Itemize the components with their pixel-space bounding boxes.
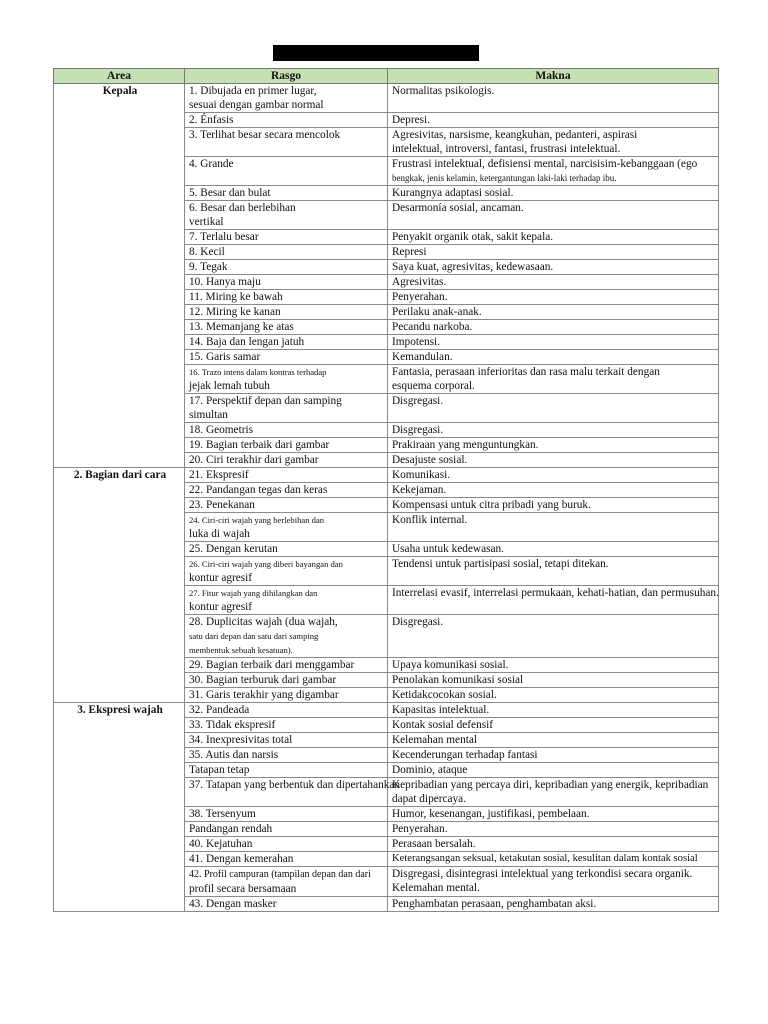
makna-cell: Kecenderungan terhadap fantasi: [388, 748, 719, 763]
makna-cell: Prakiraan yang menguntungkan.: [388, 438, 719, 453]
makna-cell: Perilaku anak-anak.: [388, 305, 719, 320]
rasgo-cell: 8. Kecil: [185, 245, 388, 260]
rasgo-cell: 12. Miring ke kanan: [185, 305, 388, 320]
rasgo-cell: 31. Garis terakhir yang digambar: [185, 688, 388, 703]
rasgo-cell: 30. Bagian terburuk dari gambar: [185, 673, 388, 688]
makna-cell: Depresi.: [388, 113, 719, 128]
makna-cell: Penyerahan.: [388, 290, 719, 305]
rasgo-cell: 20. Ciri terakhir dari gambar: [185, 453, 388, 468]
rasgo-cell: Tatapan tetap: [185, 763, 388, 778]
rasgo-cell: 42. Profil campuran (tampilan depan dan dari profil secara bersamaan: [185, 867, 388, 897]
makna-cell: Perasaan bersalah.: [388, 837, 719, 852]
rasgo-cell: 40. Kejatuhan: [185, 837, 388, 852]
column-header-rasgo: Rasgo: [185, 69, 388, 84]
makna-cell: Penyerahan.: [388, 822, 719, 837]
makna-cell: Kekejaman.: [388, 483, 719, 498]
rasgo-cell: 26. Ciri-ciri wajah yang diberi bayangan dan kontur agresif: [185, 557, 388, 586]
rasgo-cell: 24. Ciri-ciri wajah yang berlebihan dan luka di wajah: [185, 513, 388, 542]
rasgo-cell: 21. Ekspresif: [185, 468, 388, 483]
table-header-row: [54, 69, 719, 84]
rasgo-cell: 4. Grande: [185, 157, 388, 186]
rasgo-cell: 41. Dengan kemerahan: [185, 852, 388, 867]
rasgo-cell: 10. Hanya maju: [185, 275, 388, 290]
rasgo-cell: 16. Trazo intens dalam kontras terhadap jejak lemah tubuh: [185, 365, 388, 394]
rasgo-cell: 32. Pandeada: [185, 703, 388, 718]
makna-cell: Normalitas psikologis.: [388, 84, 719, 113]
makna-cell: Disgregasi.: [388, 615, 719, 658]
makna-cell: Saya kuat, agresivitas, kedewasaan.: [388, 260, 719, 275]
rasgo-cell: 43. Dengan masker: [185, 897, 388, 912]
column-header-area: Area: [54, 69, 185, 84]
rasgo-cell: 9. Tegak: [185, 260, 388, 275]
rasgo-cell: 2. Énfasis: [185, 113, 388, 128]
makna-cell: Penolakan komunikasi sosial: [388, 673, 719, 688]
makna-cell: Kapasitas intelektual.: [388, 703, 719, 718]
rasgo-cell: 29. Bagian terbaik dari menggambar: [185, 658, 388, 673]
rasgo-cell: 7. Terlalu besar: [185, 230, 388, 245]
redacted-title-bar: [273, 45, 479, 61]
makna-cell: Kompensasi untuk citra pribadi yang buruk.: [388, 498, 719, 513]
makna-cell: Usaha untuk kedewasan.: [388, 542, 719, 557]
makna-cell: Fantasia, perasaan inferioritas dan rasa malu terkait dengan esquema corporal.: [388, 365, 719, 394]
makna-cell: Ketidakcocokan sosial.: [388, 688, 719, 703]
makna-cell: Represi: [388, 245, 719, 260]
rasgo-cell: 11. Miring ke bawah: [185, 290, 388, 305]
makna-cell: Agresivitas, narsisme, keangkuhan, pedanteri, aspirasi intelektual, introversi, fantasi, frustrasi intelektual.: [388, 128, 719, 157]
makna-cell: Humor, kesenangan, justifikasi, pembelaan.: [388, 807, 719, 822]
makna-cell: Pecandu narkoba.: [388, 320, 719, 335]
rasgo-cell: 35. Autis dan narsis: [185, 748, 388, 763]
table-row: [54, 84, 719, 113]
rasgo-cell: 33. Tidak ekspresif: [185, 718, 388, 733]
makna-cell: Desarmonía sosial, ancaman.: [388, 201, 719, 230]
rasgo-cell: 37. Tatapan yang berbentuk dan dipertahankan: [185, 778, 388, 807]
area-ekspresi-wajah: 3. Ekspresi wajah: [54, 703, 185, 912]
rasgo-cell: 23. Penekanan: [185, 498, 388, 513]
makna-cell: Tendensi untuk partisipasi sosial, tetapi ditekan.: [388, 557, 719, 586]
makna-cell: Frustrasi intelektual, defisiensi mental, narcisisim-kebanggaan (ego bengkak, jenis kelamin, ketergantungan laki-laki terhadap ibu.: [388, 157, 719, 186]
table-row: [54, 468, 719, 483]
makna-cell: Kontak sosial defensif: [388, 718, 719, 733]
makna-cell: Dominio, ataque: [388, 763, 719, 778]
rasgo-cell: 34. Inexpresivitas total: [185, 733, 388, 748]
rasgo-cell: 38. Tersenyum: [185, 807, 388, 822]
rasgo-cell: 28. Duplicitas wajah (dua wajah, satu dari depan dan satu dari samping membentuk sebuah kesatuan).: [185, 615, 388, 658]
rasgo-cell: 25. Dengan kerutan: [185, 542, 388, 557]
makna-cell: Disgregasi.: [388, 423, 719, 438]
makna-cell: Disgregasi.: [388, 394, 719, 423]
rasgo-cell: 1. Dibujada en primer lugar, sesuai dengan gambar normal: [185, 84, 388, 113]
makna-cell: Impotensi.: [388, 335, 719, 350]
rasgo-cell: 3. Terlihat besar secara mencolok: [185, 128, 388, 157]
rasgo-cell: 17. Perspektif depan dan samping simultan: [185, 394, 388, 423]
rasgo-cell: Pandangan rendah: [185, 822, 388, 837]
makna-cell: Kepribadian yang percaya diri, kepribadian yang energik, kepribadian dapat dipercaya.: [388, 778, 719, 807]
makna-cell: Komunikasi.: [388, 468, 719, 483]
rasgo-cell: 6. Besar dan berlebihan vertikal: [185, 201, 388, 230]
rasgo-cell: 15. Garis samar: [185, 350, 388, 365]
makna-cell: Upaya komunikasi sosial.: [388, 658, 719, 673]
makna-cell: Konflik internal.: [388, 513, 719, 542]
rasgo-cell: 19. Bagian terbaik dari gambar: [185, 438, 388, 453]
rasgo-cell: 22. Pandangan tegas dan keras: [185, 483, 388, 498]
makna-cell: Kemandulan.: [388, 350, 719, 365]
makna-cell: Penyakit organik otak, sakit kepala.: [388, 230, 719, 245]
makna-cell: Agresivitas.: [388, 275, 719, 290]
makna-cell: Desajuste sosial.: [388, 453, 719, 468]
column-header-makna: Makna: [388, 69, 719, 84]
table-row: [54, 703, 719, 718]
rasgo-cell: 27. Fitur wajah yang dihilangkan dan kontur agresif: [185, 586, 388, 615]
makna-cell: Kurangnya adaptasi sosial.: [388, 186, 719, 201]
rasgo-makna-table: [53, 68, 719, 912]
makna-cell: Penghambatan perasaan, penghambatan aksi.: [388, 897, 719, 912]
rasgo-cell: 14. Baja dan lengan jatuh: [185, 335, 388, 350]
area-bagian-dari-cara: 2. Bagian dari cara: [54, 468, 185, 703]
rasgo-cell: 18. Geometris: [185, 423, 388, 438]
makna-cell: Kelemahan mental: [388, 733, 719, 748]
makna-cell: Interrelasi evasif, interrelasi permukaan, kehati-hatian, dan permusuhan.: [388, 586, 719, 615]
rasgo-cell: 13. Memanjang ke atas: [185, 320, 388, 335]
makna-cell: Disgregasi, disintegrasi intelektual yang terkondisi secara organik. Kelemahan mental.: [388, 867, 719, 897]
makna-cell: Keterangsangan seksual, ketakutan sosial, kesulitan dalam kontak sosial: [388, 852, 719, 867]
rasgo-cell: 5. Besar dan bulat: [185, 186, 388, 201]
area-kepala: Kepala: [54, 84, 185, 468]
